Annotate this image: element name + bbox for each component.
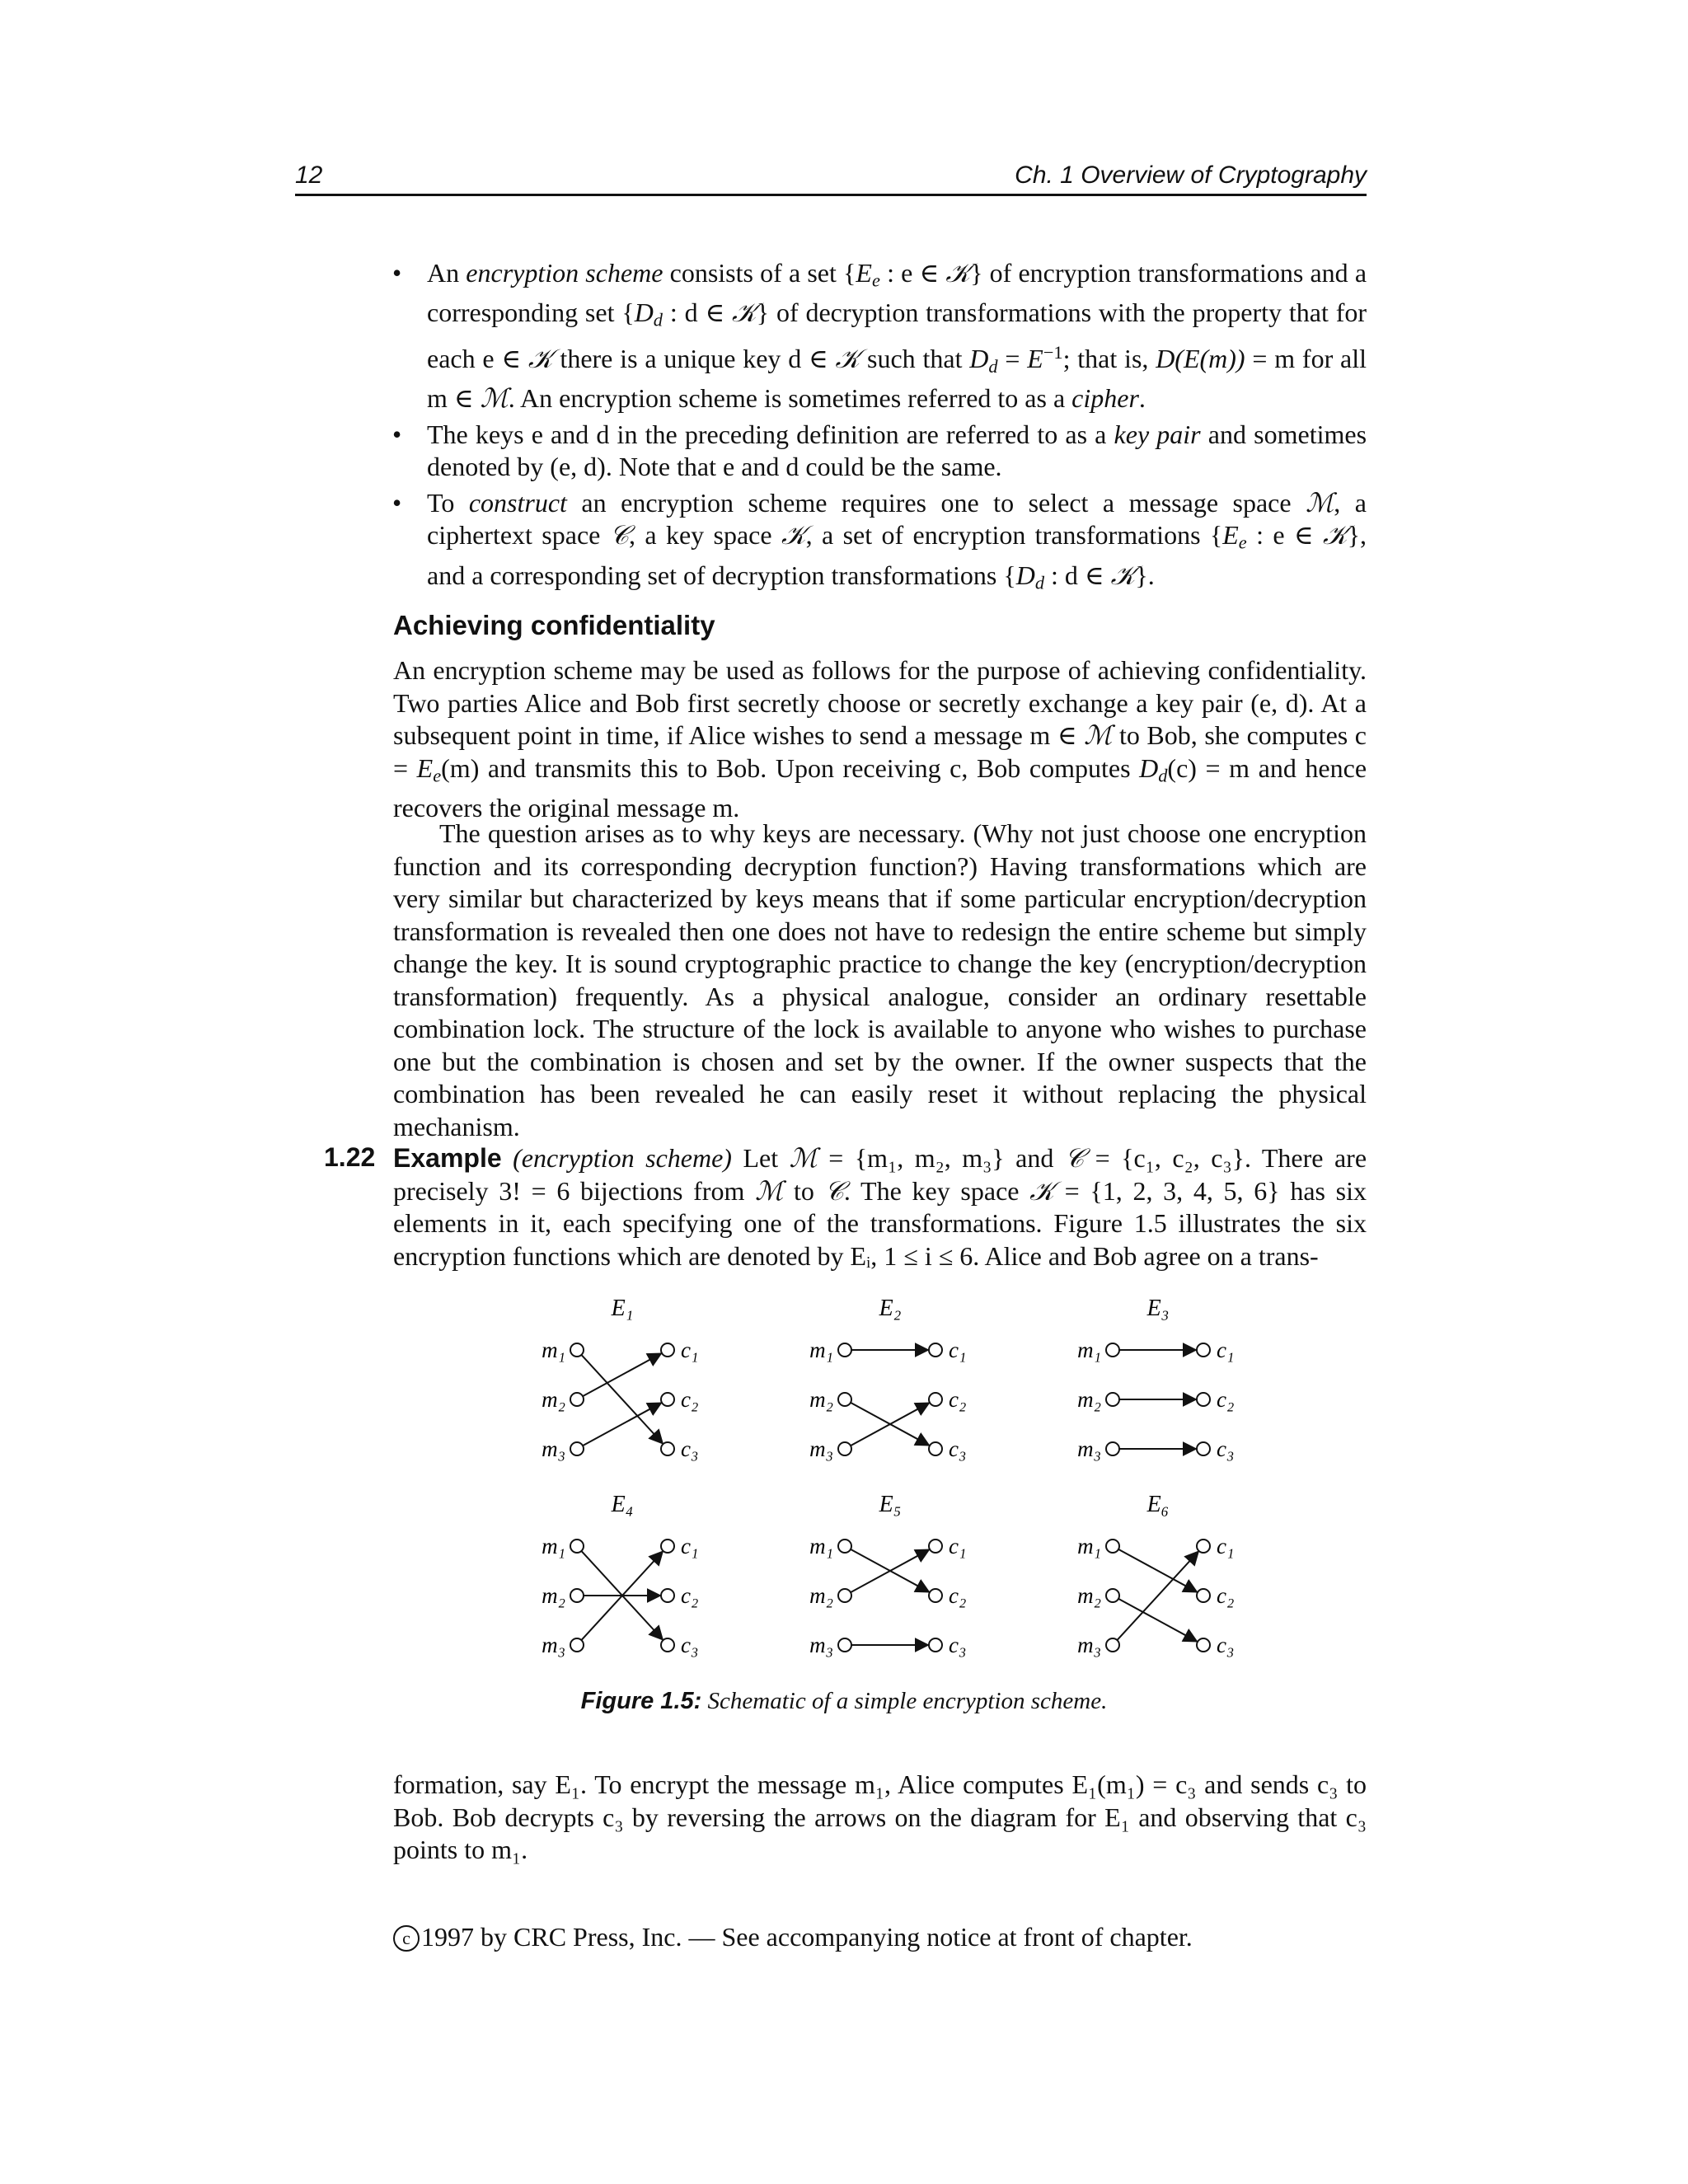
message-node: [838, 1343, 851, 1357]
message-node: [838, 1393, 851, 1406]
mapping-diagrams: [495, 1286, 1236, 1681]
mapping-title: E₆: [1146, 1492, 1170, 1517]
message-label: m₂: [809, 1387, 833, 1412]
message-node: [570, 1540, 584, 1553]
message-node: [570, 1442, 584, 1455]
mapping-arrow: [583, 1353, 661, 1396]
ciphertext-node: [1197, 1540, 1210, 1553]
mapping-arrow: [1118, 1549, 1197, 1592]
ciphertext-node: [1197, 1393, 1210, 1406]
example-subtitle: (encryption scheme): [513, 1143, 732, 1173]
term-key-pair: key pair: [1114, 419, 1201, 449]
message-node: [1106, 1638, 1119, 1652]
ciphertext-label: c₃: [949, 1633, 967, 1657]
message-node: [838, 1540, 851, 1553]
ciphertext-node: [929, 1343, 942, 1357]
example-label: Example: [393, 1143, 502, 1173]
message-node: [570, 1589, 584, 1602]
mapping-title: E₅: [879, 1492, 902, 1517]
ciphertext-node: [929, 1589, 942, 1602]
message-label: m₃: [1077, 1633, 1101, 1657]
mapping-arrow: [1117, 1552, 1198, 1640]
bullet-key-pair: • The keys e and d in the preceding definition are referred to as a key pair and sometimes denoted by (e, d). Note that e and d could be the same.: [427, 419, 1367, 484]
ciphertext-node: [661, 1442, 674, 1455]
message-label: m₂: [1077, 1387, 1101, 1412]
mapping-title: E₁: [611, 1296, 634, 1321]
ciphertext-label: c₂: [949, 1387, 967, 1412]
ciphertext-label: c₂: [1217, 1583, 1235, 1608]
copyright-footer: [393, 1922, 1193, 1952]
message-node: [1106, 1343, 1119, 1357]
message-label: m₁: [1077, 1338, 1101, 1362]
figure-caption: [0, 1688, 1688, 1715]
ciphertext-label: c₃: [1217, 1436, 1235, 1461]
ciphertext-label: c₁: [949, 1534, 967, 1558]
copyright-text: 1997 by CRC Press, Inc. — See accompanying notice at front of chapter.: [421, 1922, 1193, 1952]
example-number: 1.22: [324, 1142, 376, 1172]
message-label: m₁: [542, 1338, 565, 1362]
ciphertext-label: c₃: [681, 1436, 699, 1461]
message-label: m₃: [1077, 1436, 1101, 1461]
ciphertext-label: c₃: [681, 1633, 699, 1657]
message-node: [570, 1638, 584, 1652]
chapter-title: Ch. 1 Overview of Cryptography: [1015, 162, 1367, 189]
message-label: m₂: [809, 1583, 833, 1608]
mapping-title: E₃: [1146, 1296, 1170, 1321]
ciphertext-node: [661, 1393, 674, 1406]
ciphertext-label: c₁: [1217, 1534, 1235, 1558]
ciphertext-node: [929, 1393, 942, 1406]
message-label: m₃: [809, 1633, 833, 1657]
message-node: [570, 1343, 584, 1357]
ciphertext-node: [1197, 1638, 1210, 1652]
ciphertext-node: [1197, 1343, 1210, 1357]
message-label: m₁: [809, 1338, 833, 1362]
ciphertext-label: c₁: [1217, 1338, 1235, 1362]
ciphertext-node: [1197, 1442, 1210, 1455]
message-label: m₃: [809, 1436, 833, 1461]
message-node: [1106, 1540, 1119, 1553]
mapping-title: E₄: [611, 1492, 634, 1517]
message-node: [1106, 1589, 1119, 1602]
message-node: [838, 1442, 851, 1455]
ciphertext-label: c₃: [949, 1436, 967, 1461]
paragraph-keys-necessity: [393, 818, 1367, 1143]
ciphertext-node: [929, 1638, 942, 1652]
message-node: [570, 1393, 584, 1406]
ciphertext-node: [1197, 1589, 1210, 1602]
ciphertext-label: c₃: [1217, 1633, 1235, 1657]
mapping-arrow: [581, 1355, 663, 1443]
mapping-title: E₂: [879, 1296, 902, 1321]
mapping-arrow: [583, 1403, 661, 1446]
message-label: m₂: [1077, 1583, 1101, 1608]
ciphertext-node: [929, 1540, 942, 1553]
ciphertext-label: c₁: [681, 1338, 699, 1362]
ciphertext-node: [661, 1540, 674, 1553]
mapping-arrow: [1118, 1599, 1197, 1642]
message-label: m₂: [542, 1583, 565, 1608]
ciphertext-label: c₂: [681, 1387, 699, 1412]
message-label: m₁: [809, 1534, 833, 1558]
ciphertext-node: [661, 1343, 674, 1357]
paragraph-confidentiality: An encryption scheme may be used as follows for the purpose of achieving confidentiality. Two parties Alice and Bob first secretly choose or secretly exchange a key pair (e, d). At a subsequent point in time, if Alice wishes to send a message m ∈ ℳ to Bob, she computes $c = E_e(m)$ and transmits this to Bob. Upon receiving c, Bob computes $D_d(c) = m$ and hence recovers the original message m.: [393, 655, 1367, 823]
ciphertext-node: [929, 1442, 942, 1455]
figure-caption-label: Figure 1.5:: [580, 1688, 702, 1714]
ciphertext-label: c₂: [949, 1583, 967, 1608]
section-heading: Achieving confidentiality: [393, 610, 715, 640]
figure-encryption-schematic: [495, 1286, 1236, 1681]
ciphertext-label: c₂: [681, 1583, 699, 1608]
message-label: m₃: [542, 1633, 565, 1657]
message-label: m₁: [542, 1534, 565, 1558]
definition-bullets: [427, 257, 1367, 602]
bullet-encryption-scheme: • An encryption scheme consists of a set {$E_e$ : e ∈ 𝒦} of encryption transformations and a corresponding set {$D_d$ : d ∈ 𝒦} of decryption transformations with the property that for each e ∈ 𝒦 there is a unique key d ∈ 𝒦 such that $D_d = E^{-1}$; that is, D(E(m)) = m for all m ∈ ℳ. An encryption scheme is sometimes referred to as a cipher.: [427, 257, 1367, 415]
term-encryption-scheme: encryption scheme: [466, 258, 663, 288]
example-block: Example (encryption scheme) Let ℳ = {m₁, m₂, m₃} and 𝒞 = {c₁, c₂, c₃}. There are precisely 3! = 6 bijections from ℳ to 𝒞. The key space 𝒦 = {1, 2, 3, 4, 5, 6} has six elements in it, each specifying one of the transformations. Figure 1.5 illustrates the six encryption functions which are denoted by Eᵢ, 1 ≤ i ≤ 6. Alice and Bob agree on a trans-: [393, 1142, 1367, 1271]
ciphertext-label: c₁: [949, 1338, 967, 1362]
ciphertext-node: [661, 1589, 674, 1602]
page-header: [295, 160, 1367, 196]
ciphertext-label: c₁: [681, 1534, 699, 1558]
message-node: [838, 1589, 851, 1602]
figure-caption-text: Schematic of a simple encryption scheme.: [707, 1688, 1108, 1714]
page-number: 12: [295, 162, 323, 189]
message-node: [1106, 1393, 1119, 1406]
message-label: m₁: [1077, 1534, 1101, 1558]
message-label: m₃: [542, 1436, 565, 1461]
bullet-construct: • To construct an encryption scheme requires one to select a message space ℳ, a ciphertext space 𝒞, a key space 𝒦, a set of encryption transformations {$E_e$ : e ∈ 𝒦}, and a corresponding set of decryption transformations {$D_d$ : d ∈ 𝒦}.: [427, 487, 1367, 599]
message-node: [838, 1638, 851, 1652]
message-node: [1106, 1442, 1119, 1455]
ciphertext-label: c₂: [1217, 1387, 1235, 1412]
term-cipher: cipher: [1071, 383, 1139, 414]
copyright-symbol: c: [393, 1925, 420, 1952]
ciphertext-node: [661, 1638, 674, 1652]
paragraph-example-continued: formation, say E₁. To encrypt the message m₁, Alice computes E₁(m₁) = c₃ and sends c₃ to Bob. Bob decrypts c₃ by reversing the arrows on the diagram for E₁ and observing that c₃ points to m₁.: [393, 1769, 1367, 1864]
message-label: m₂: [542, 1387, 565, 1412]
paragraph-keys-text: The question arises as to why keys are necessary. (Why not just choose one encryption function and its corresponding decryption function?) Having transformations which are very similar but characterized by keys means that if some particular encryption/decryption transformation is revealed then one does not have to redesign the entire scheme but simply change the key. It is sound cryptographic practice to change the key (encryption/decryption transformation) frequently. As a physical analogue, consider an ordinary resettable combination lock. The structure of the lock is available to anyone who wishes to purchase one but the combination is chosen and set by the owner. If the owner suspects that the combination has been revealed he can easily reset it without replacing the physical mechanism.: [393, 818, 1367, 1141]
term-construct: construct: [468, 487, 567, 518]
